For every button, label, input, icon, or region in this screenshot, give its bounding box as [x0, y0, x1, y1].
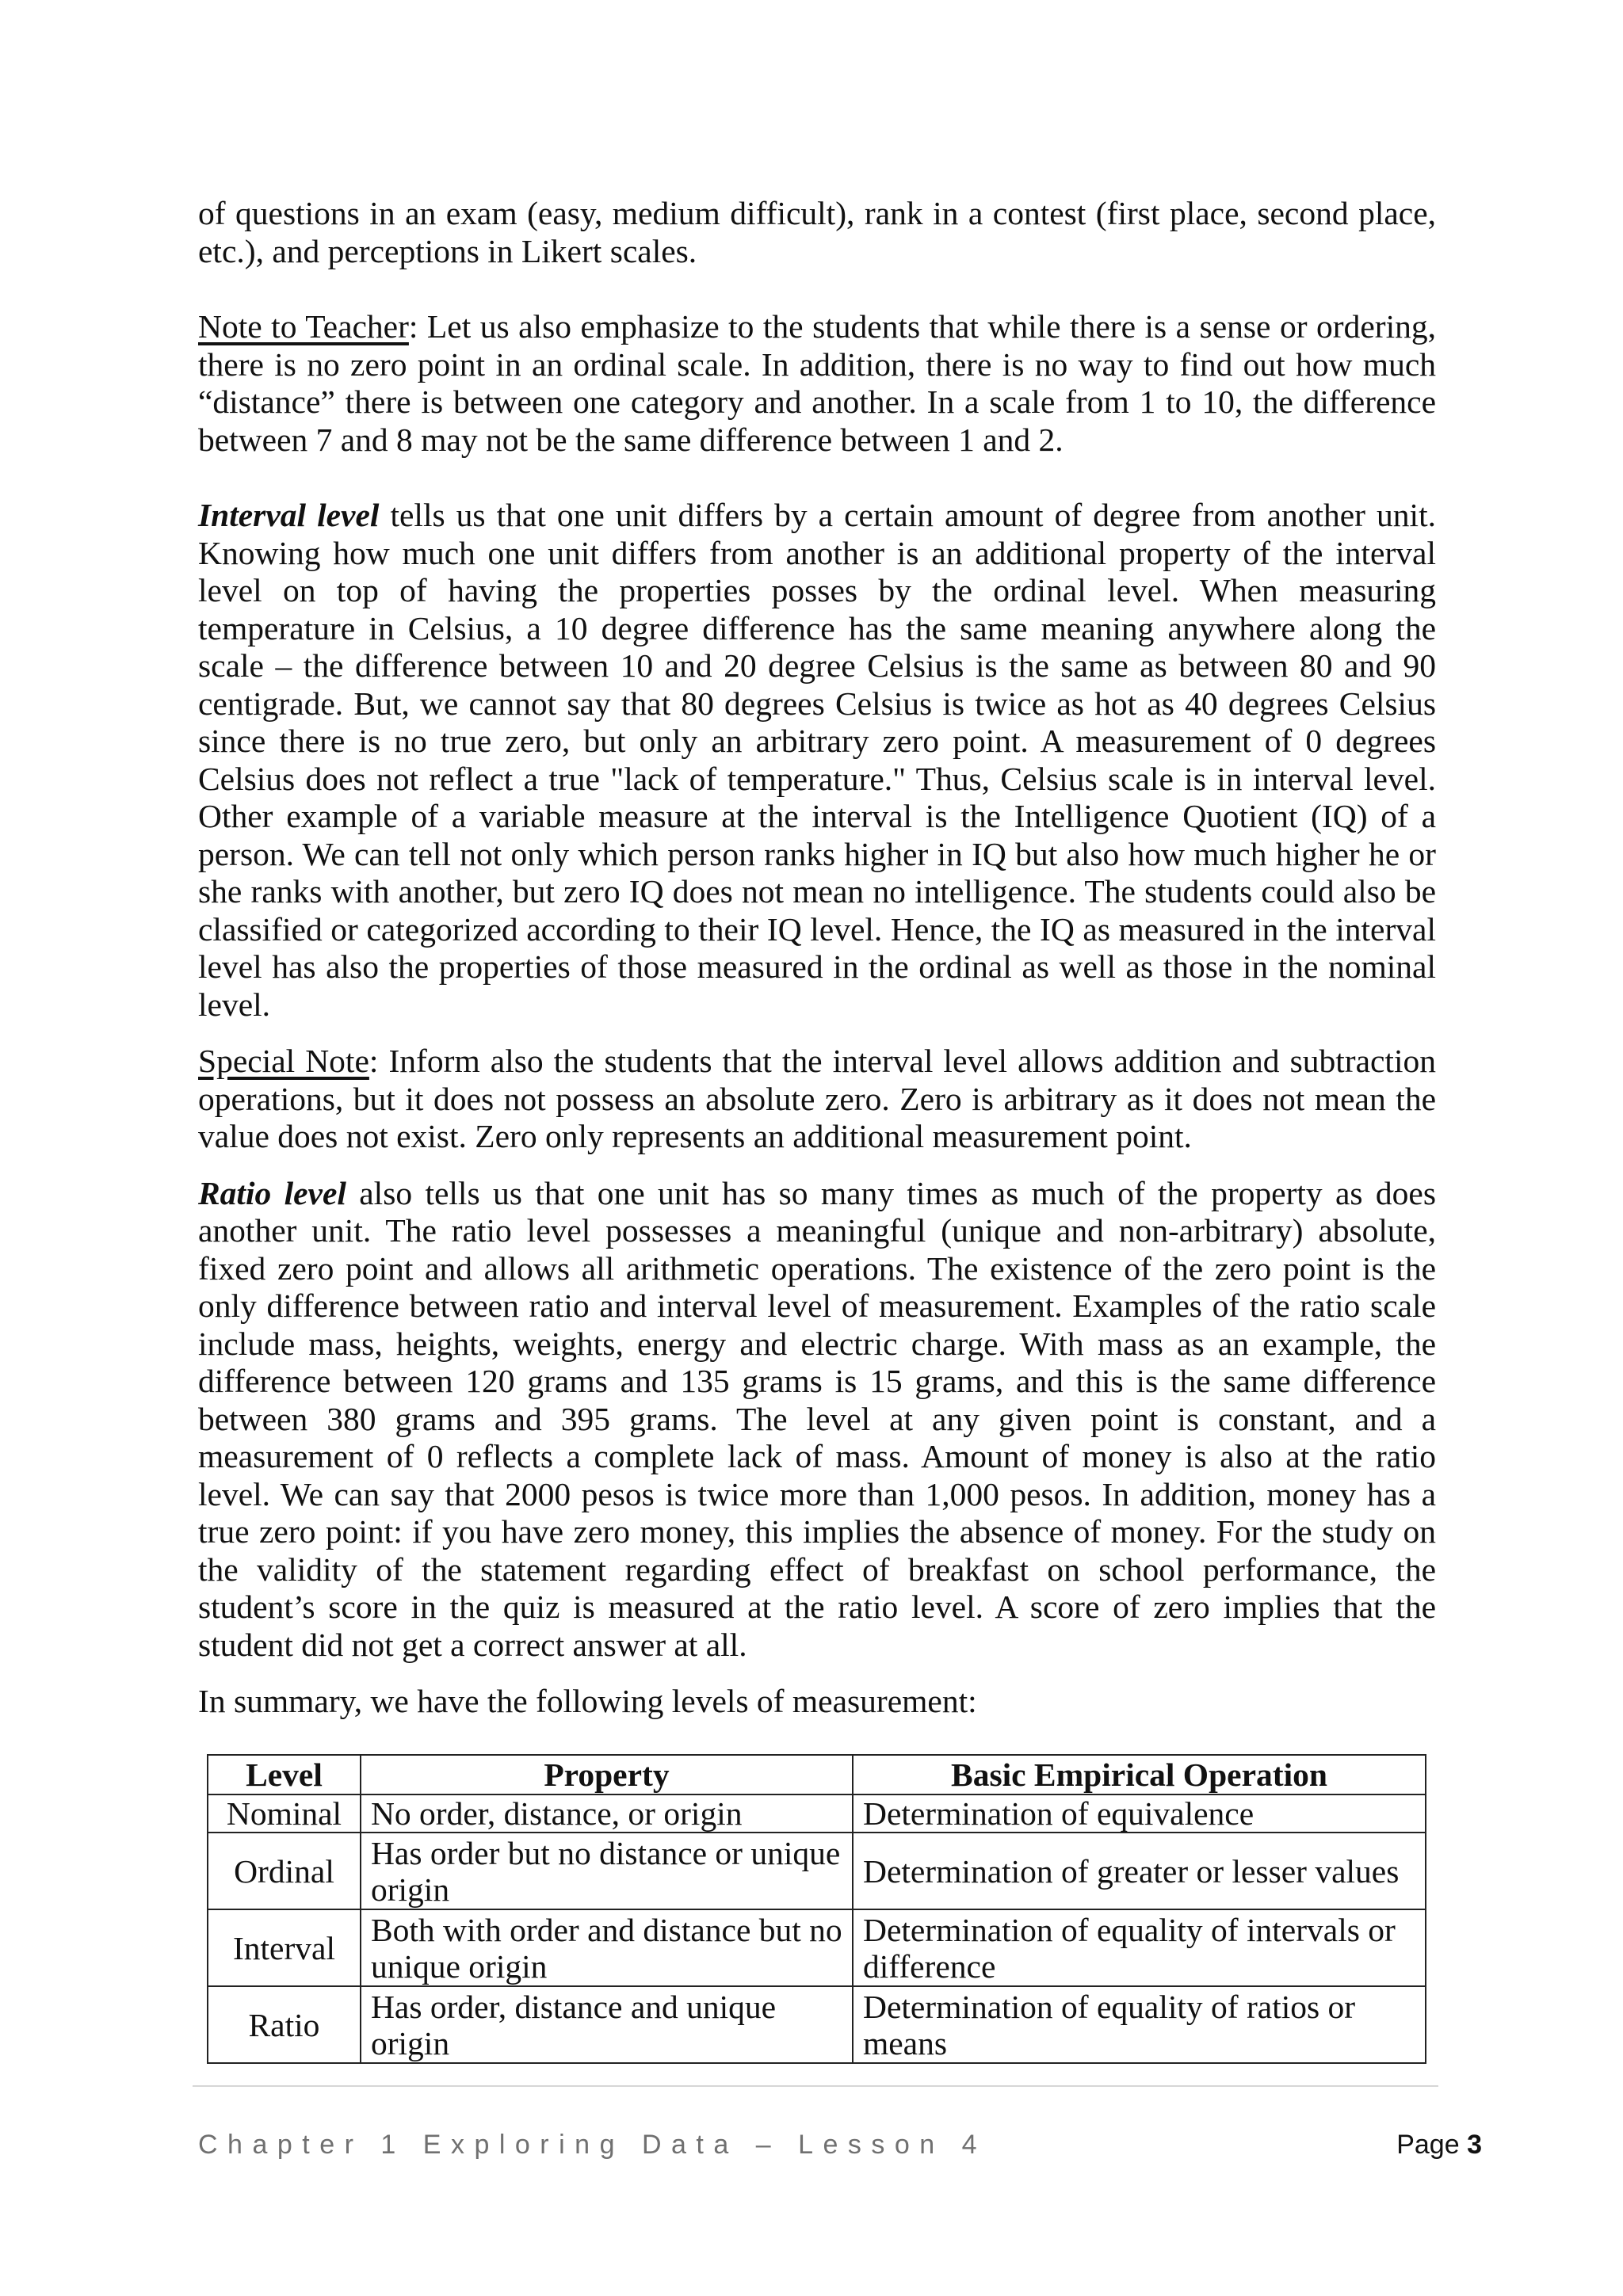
table-row: [208, 1833, 1426, 1909]
paragraph-intro-continuation: of questions in an exam (easy, medium difficult), rank in a contest (first place, second place, etc.), and perceptions in Likert scales.: [198, 195, 1436, 269]
footer-chapter-title: Chapter 1 Exploring Data – Lesson 4: [198, 2130, 987, 2160]
document-body: [198, 195, 1436, 1721]
header-property: Property: [361, 1755, 853, 1794]
cell-operation: Determination of greater or lesser values: [853, 1833, 1426, 1909]
interval-level-term: Interval level: [198, 497, 380, 533]
paragraph-interval-level: [198, 497, 1436, 1024]
table-row: [208, 1986, 1426, 2063]
cell-level: Ordinal: [208, 1833, 361, 1909]
cell-property: Has order, distance and unique origin: [361, 1986, 853, 2063]
footer-page-number: [1396, 2130, 1482, 2161]
cell-operation: Determination of equality of intervals or difference: [853, 1909, 1426, 1986]
paragraph-note-to-teacher: [198, 308, 1436, 459]
footer-divider: [193, 2085, 1438, 2087]
special-note-text: : Inform also the students that the interval level allows addition and subtraction operations, but it does not possess an absolute zero. Zero is arbitrary as it does not mean the value does not exist. Zero only represents an additional measurement point.: [198, 1043, 1436, 1154]
note-to-teacher-text: : Let us also emphasize to the students that while there is a sense or ordering, there is no zero point in an ordinal scale. In addition, there is no way to find out how much “distance” there is between one category and another. In a scale from 1 to 10, the difference between 7 and 8 may not be the same difference between 1 and 2.: [198, 308, 1436, 458]
cell-level: Interval: [208, 1909, 361, 1986]
header-operation: Basic Empirical Operation: [853, 1755, 1426, 1794]
cell-operation: Determination of equality of ratios or means: [853, 1986, 1426, 2063]
table-row: [208, 1794, 1426, 1833]
cell-operation: Determination of equivalence: [853, 1794, 1426, 1833]
cell-level: Nominal: [208, 1794, 361, 1833]
interval-level-text: tells us that one unit differs by a certain amount of degree from another unit. Knowing how much one unit differs from another is an additional property of the interval level on top of having the properties posses by the ordinal level. When measuring temperature in Celsius, a 10 degree difference has the same meaning anywhere along the scale – the difference between 10 and 20 degree Celsius is the same as between 80 and 90 centigrade. But, we cannot say that 80 degrees Celsius is twice as hot as 40 degrees Celsius since there is no true zero, but only an arbitrary zero point. A measurement of 0 degrees Celsius does not reflect a true "lack of temperature." Thus, Celsius scale is in interval level. Other example of a variable measure at the interval is the Intelligence Quotient (IQ) of a person. We can tell not only which person ranks higher in IQ but also how much higher he or she ranks with another, but zero IQ does not mean no intelligence. The students could also be classified or categorized according to their IQ level. Hence, the IQ as measured in the interval level has also the properties of those measured in the ordinal as well as those in the nominal level.: [198, 497, 1436, 1023]
table-row: [208, 1909, 1426, 1986]
paragraph-special-note: [198, 1043, 1436, 1156]
table-header-row: [208, 1755, 1426, 1794]
note-to-teacher-label: Note to Teacher: [198, 308, 409, 345]
special-note-label: Special Note: [198, 1043, 369, 1079]
paragraph-ratio-level: [198, 1175, 1436, 1665]
ratio-level-term: Ratio level: [198, 1174, 346, 1211]
ratio-level-text: also tells us that one unit has so many times as much of the property as does another unit. The ratio level possesses a meaningful (unique and non-arbitrary) absolute, fixed zero point and allows all arithmetic operations. The existence of the zero point is the only difference between ratio and interval level of measurement. Examples of the ratio scale include mass, heights, weights, energy and electric charge. With mass as an example, the difference between 120 grams and 135 grams is 15 grams, and this is the same difference between 380 grams and 395 grams. The level at any given point is constant, and a measurement of 0 reflects a complete lack of mass. Amount of money is also at the ratio level. We can say that 2000 pesos is twice more than 1,000 pesos. In addition, money has a true zero point: if you have zero money, this implies the absence of money. For the study on the validity of the statement regarding effect of breakfast on school performance, the student’s score in the quiz is measured at the ratio level. A score of zero implies that the student did not get a correct answer at all.: [198, 1174, 1436, 1663]
cell-property: No order, distance, or origin: [361, 1794, 853, 1833]
header-level: Level: [208, 1755, 361, 1794]
cell-level: Ratio: [208, 1986, 361, 2063]
cell-property: Has order but no distance or unique origin: [361, 1833, 853, 1909]
page-number: 3: [1467, 2130, 1482, 2160]
cell-property: Both with order and distance but no unique origin: [361, 1909, 853, 1986]
levels-of-measurement-table: [207, 1754, 1426, 2064]
paragraph-summary-intro: In summary, we have the following levels of measurement:: [198, 1683, 977, 1719]
page-label: Page: [1396, 2130, 1468, 2160]
